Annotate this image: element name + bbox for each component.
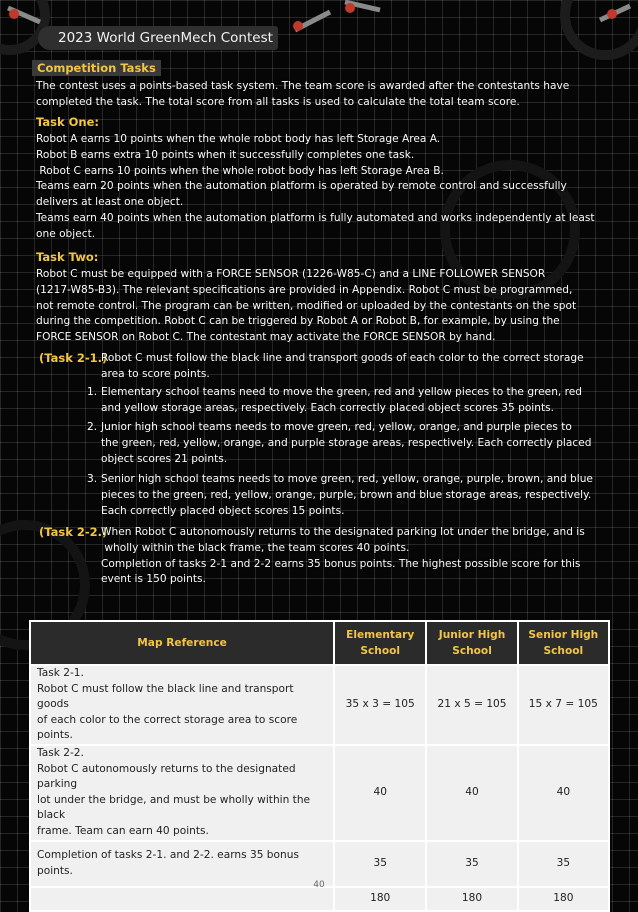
table-row — [30, 665, 609, 745]
section-heading: Competition Tasks — [32, 60, 161, 76]
table-row — [30, 887, 609, 911]
task-2-1-text: Robot C must follow the black line and transport goods of each color to the correct storage area to score points. — [101, 352, 584, 380]
cell-junior-high: 180 — [426, 887, 517, 911]
task-2-1-label: (Task 2-1.) — [39, 351, 108, 365]
cell-senior-high: 15 x 7 = 105 — [518, 665, 609, 745]
cell-senior-high: 35 — [518, 841, 609, 887]
cell-elementary: 180 — [334, 887, 426, 911]
row-description: Task 2-1. Robot C must follow the black line and transport goods of each color to the correct storage area to score points. — [30, 665, 334, 745]
row-description: Task 2-2. Robot C autonomously returns to the designated parking lot under the bridge, and must be wholly within the black frame. Team can earn 40 points. — [30, 745, 334, 841]
table-header-row — [30, 621, 609, 665]
score-table — [29, 620, 610, 912]
task-one-heading: Task One: — [36, 115, 99, 129]
cell-junior-high: 21 x 5 = 105 — [426, 665, 517, 745]
header-map-reference: Map Reference — [30, 621, 334, 665]
cell-junior-high: 35 — [426, 841, 517, 887]
cell-elementary: 35 x 3 = 105 — [334, 665, 426, 745]
list-item: 1. Elementary school teams need to move the green, red and yellow pieces to the green, red and yellow storage areas, respectively. Each correctly placed object scores 35 points. — [87, 386, 583, 414]
list-item: 2. Junior high school teams needs to move green, red, yellow, orange, and purple pieces to the green, red, yellow, orange, and purple storage areas, respectively. Each correctly placed object scores 21 points. — [87, 421, 592, 465]
cell-junior-high: 40 — [426, 745, 517, 841]
task-2-2-text: When Robot C autonomously returns to the designated parking lot under the bridge, and is wholly within the black frame, the team scores 40 points. Completion of tasks 2-1 and 2-2 earns 35 bonus points. The highest possible score for this event is 150 points. — [101, 526, 585, 586]
list-item: 3. Senior high school teams needs to move green, red, yellow, orange, purple, brown, and blue pieces to the green, red, yellow, orange, purple, brown and blue storage areas, respectively. Each correctly placed object scores 15 points. — [87, 473, 593, 517]
page-number: 40 — [313, 880, 325, 890]
row-description: Completion of tasks 2-1. and 2-2. earns 35 bonus points. — [30, 841, 334, 887]
header-junior-high: Junior High School — [426, 621, 517, 665]
cell-elementary: 40 — [334, 745, 426, 841]
cell-elementary: 35 — [334, 841, 426, 887]
task-two-heading: Task Two: — [36, 250, 99, 264]
table-row — [30, 745, 609, 841]
header-elementary: Elementary School — [334, 621, 426, 665]
header-senior-high: Senior High School — [518, 621, 609, 665]
task-one-text: Robot A earns 10 points when the whole robot body has left Storage Area A. Robot B earns extra 10 points when it successfully completes one task. Robot C earns 10 points when the whole robot body has left Storage Area B. Teams earn 20 points when the automation platform is operated by remote control and successfully delivers at least one object. Teams earn 40 points when the automation platform is fully automated and works independently at least one object. — [36, 133, 595, 240]
intro-paragraph: The contest uses a points-based task system. The team score is awarded after the contestants have completed the task. The total score from all tasks is used to calculate the total team score. — [36, 80, 570, 108]
row-description — [30, 887, 334, 911]
page-title: 2023 World GreenMech Contest — [38, 26, 278, 50]
cell-senior-high: 180 — [518, 887, 609, 911]
task-2-2-label: (Task 2-2.) — [39, 525, 108, 539]
cell-senior-high: 40 — [518, 745, 609, 841]
task-two-text: Robot C must be equipped with a FORCE SENSOR (1226-W85-C) and a LINE FOLLOWER SENSOR (1217-W85-B3). The relevant specifications are provided in Appendix. Robot C must be programmed, not remote control. The program can be written, modified or uploaded by the contestants on the spot during the competition. Robot C can be triggered by Robot A or Robot B, for example, by using the FORCE SENSOR on Robot C. The contestant may activate the FORCE SENSOR by hand. — [36, 268, 577, 344]
